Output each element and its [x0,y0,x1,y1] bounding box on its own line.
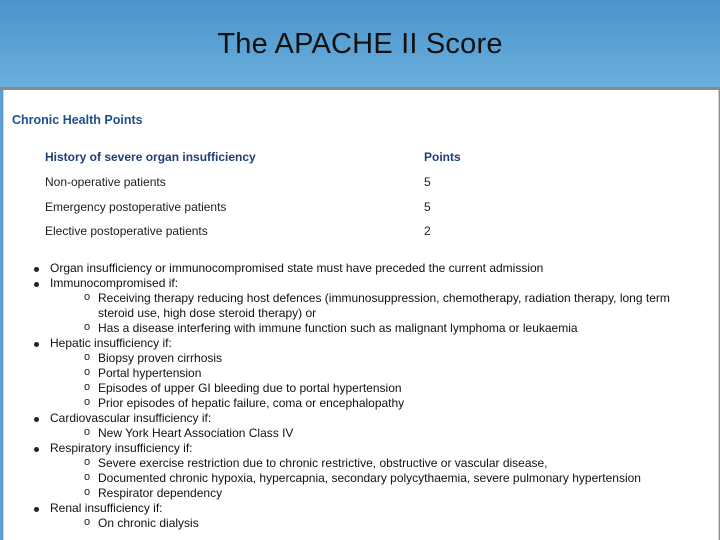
sub-bullet-icon: o [84,291,91,303]
table-row-label: Elective postoperative patients [45,224,208,238]
sub-bullet-icon: o [84,471,91,483]
sub-bullet-icon: o [84,321,91,333]
slide-title: The APACHE II Score [217,28,503,60]
criteria-subitem: Respirator dependency [98,486,223,500]
table-row-label: Non-operative patients [45,175,166,189]
sub-bullet-icon: o [84,351,91,363]
criteria-subitem: Has a disease interfering with immune function such as malignant lymphoma or leukaemia [98,321,578,335]
bullet-icon [34,447,39,452]
table-row-points: 5 [424,200,431,214]
criteria-subitem-continued: steroid use, high dose steroid therapy) or [98,306,317,320]
sub-bullet-icon: o [84,381,91,393]
sub-bullet-icon: o [84,426,91,438]
table-row-points: 5 [424,175,431,189]
table-row-points: 2 [424,224,431,238]
criteria-subitem: Portal hypertension [98,366,202,380]
section-title: Chronic Health Points [12,113,143,127]
criteria-item: Renal insufficiency if: [50,501,163,515]
bullet-icon [34,342,39,347]
criteria-subitem: Documented chronic hypoxia, hypercapnia, secondary polycythaemia, severe pulmonary hypertension [98,471,641,485]
sub-bullet-icon: o [84,516,91,528]
bullet-icon [34,282,39,287]
sub-bullet-icon: o [84,456,91,468]
criteria-item: Organ insufficiency or immunocompromised state must have preceded the current admission [50,261,544,275]
criteria-item: Cardiovascular insufficiency if: [50,411,212,425]
sub-bullet-icon: o [84,486,91,498]
criteria-subitem: Episodes of upper GI bleeding due to portal hypertension [98,381,402,395]
table-row-label: Emergency postoperative patients [45,200,227,214]
criteria-subitem: Severe exercise restriction due to chronic restrictive, obstructive or vascular disease, [98,456,548,470]
criteria-item: Hepatic insufficiency if: [50,336,172,350]
slide-header [0,0,720,90]
criteria-item: Immunocompromised if: [50,276,179,290]
bullet-icon [34,417,39,422]
criteria-subitem: New York Heart Association Class IV [98,426,294,440]
table-header-history: History of severe organ insufficiency [45,150,256,164]
criteria-subitem: Prior episodes of hepatic failure, coma or encephalopathy [98,396,405,410]
bullet-icon [34,267,39,272]
bullet-icon [34,507,39,512]
table-header-points: Points [424,150,461,164]
criteria-subitem: Biopsy proven cirrhosis [98,351,223,365]
criteria-subitem: Receiving therapy reducing host defences (immunosuppression, chemotherapy, radiation therapy, long term [98,291,670,305]
sub-bullet-icon: o [84,396,91,408]
content-panel [3,90,719,540]
sub-bullet-icon: o [84,366,91,378]
criteria-subitem: On chronic dialysis [98,516,199,530]
criteria-item: Respiratory insufficiency if: [50,441,193,455]
